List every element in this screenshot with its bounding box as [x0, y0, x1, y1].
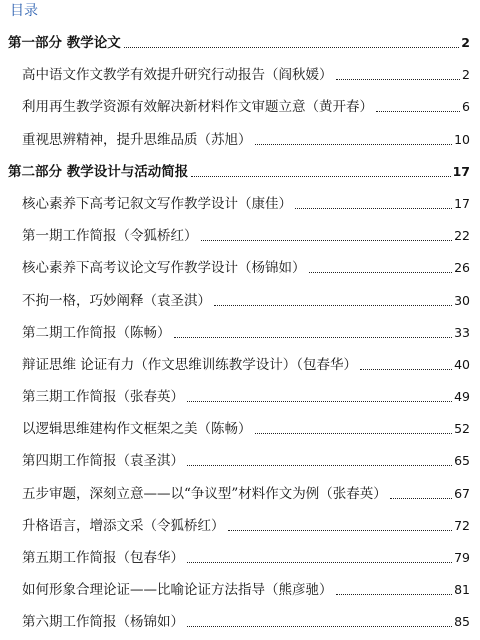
toc-entry[interactable] [0, 374, 480, 406]
toc-entry-title: 如何形象合理论证——比喻论证方法指导（熊彦驰） [22, 582, 333, 599]
toc-page-number: 79 [454, 550, 470, 565]
toc-entry-title: 辩证思维 论证有力（作文思维训练教学设计）（包春华） [22, 356, 358, 373]
dot-leader [255, 144, 453, 145]
toc-entry-title: 升格语言，增添文采（令狐桥红） [22, 517, 225, 534]
dot-leader [174, 337, 453, 338]
toc-page-number: 17 [454, 195, 470, 211]
dot-leader [360, 369, 452, 370]
toc-page-number: 22 [454, 228, 470, 244]
toc-entry[interactable] [0, 599, 480, 631]
toc-entry-title: 不拘一格，巧妙阐释（袁圣淇） [22, 292, 211, 309]
toc-entry-title: 五步审题，深刻立意——以“争议型”材料作文为例（张春英） [22, 485, 387, 502]
toc-entry-title: 第二期工作简报（陈畅） [22, 324, 171, 341]
dot-leader [214, 305, 452, 306]
dot-leader [187, 562, 452, 563]
toc-page-number: 2 [462, 67, 470, 83]
toc-page-number: 85 [454, 614, 470, 630]
toc-entry[interactable] [0, 116, 480, 148]
toc-entry[interactable] [0, 84, 480, 116]
dot-leader [124, 47, 460, 48]
toc-page-number: 49 [454, 389, 470, 405]
dot-leader [336, 594, 453, 595]
toc-entry-title: 第一部分 教学论文 [8, 35, 121, 51]
dot-leader [187, 626, 452, 627]
toc-page-number: 65 [454, 453, 470, 469]
toc-entry[interactable] [0, 213, 480, 245]
toc-page-number: 26 [454, 260, 470, 276]
dot-leader [390, 498, 452, 499]
toc-entry[interactable] [0, 438, 480, 470]
toc-entry-title: 第五期工作简报（包春华） [22, 550, 184, 566]
toc-entry-title: 第六期工作简报（杨锦如） [22, 614, 184, 631]
dot-leader [187, 465, 452, 466]
toc-entry-title: 核心素养下高考记叙文写作教学设计（康佳） [22, 195, 292, 212]
toc-title: 目录 [10, 3, 38, 19]
toc-entry[interactable] [0, 310, 480, 342]
toc-entry[interactable] [0, 342, 480, 374]
toc-entry[interactable] [0, 406, 480, 438]
toc-page-number: 72 [454, 517, 470, 533]
toc-entry-title: 第四期工作简报（袁圣淇） [22, 453, 184, 470]
toc-entry-title: 高中语文作文教学有效提升研究行动报告（阎秋媛） [22, 67, 333, 84]
toc-entry[interactable] [0, 567, 480, 599]
dot-leader [336, 79, 461, 80]
toc-entry[interactable] [0, 503, 480, 535]
toc-part-2[interactable] [0, 149, 480, 181]
dot-leader [201, 240, 453, 241]
toc-entry[interactable] [0, 245, 480, 277]
dot-leader [255, 433, 453, 434]
toc-entry-title: 第一期工作简报（令狐桥红） [22, 228, 198, 245]
toc-entry[interactable] [0, 52, 480, 84]
toc-part-1[interactable] [0, 28, 480, 52]
toc-page-number: 30 [454, 292, 470, 308]
toc-entry-title: 利用再生教学资源有效解决新材料作文审题立意（黄开春） [22, 99, 373, 116]
toc-list [0, 28, 480, 631]
toc-page-number: 2 [461, 35, 470, 50]
toc-entry-title: 重视思辨精神，提升思维品质（苏旭） [22, 131, 252, 148]
toc-page-number: 52 [454, 421, 470, 437]
dot-leader [228, 530, 453, 531]
toc-page-number: 67 [454, 485, 470, 501]
toc-entry[interactable] [0, 535, 480, 567]
toc-page-number: 81 [454, 582, 470, 598]
toc-page-number: 33 [454, 324, 470, 340]
toc-page-number: 10 [454, 131, 470, 147]
dot-leader [187, 401, 452, 402]
toc-entry-title: 第二部分 教学设计与活动简报 [8, 163, 189, 180]
toc-page-number: 17 [452, 163, 470, 179]
dot-leader [376, 111, 460, 112]
toc-entry[interactable] [0, 470, 480, 502]
toc-page-number: 40 [454, 356, 470, 372]
toc-entry-title: 第三期工作简报（张春英） [22, 389, 184, 406]
dot-leader [295, 208, 452, 209]
toc-entry-title: 核心素养下高考议论文写作教学设计（杨锦如） [22, 260, 306, 277]
dot-leader [191, 176, 450, 177]
toc-entry-title: 以逻辑思维建构作文框架之美（陈畅） [22, 421, 252, 438]
toc-entry[interactable] [0, 277, 480, 309]
toc-entry[interactable] [0, 181, 480, 213]
dot-leader [309, 272, 453, 273]
toc-page-number: 6 [462, 99, 470, 115]
